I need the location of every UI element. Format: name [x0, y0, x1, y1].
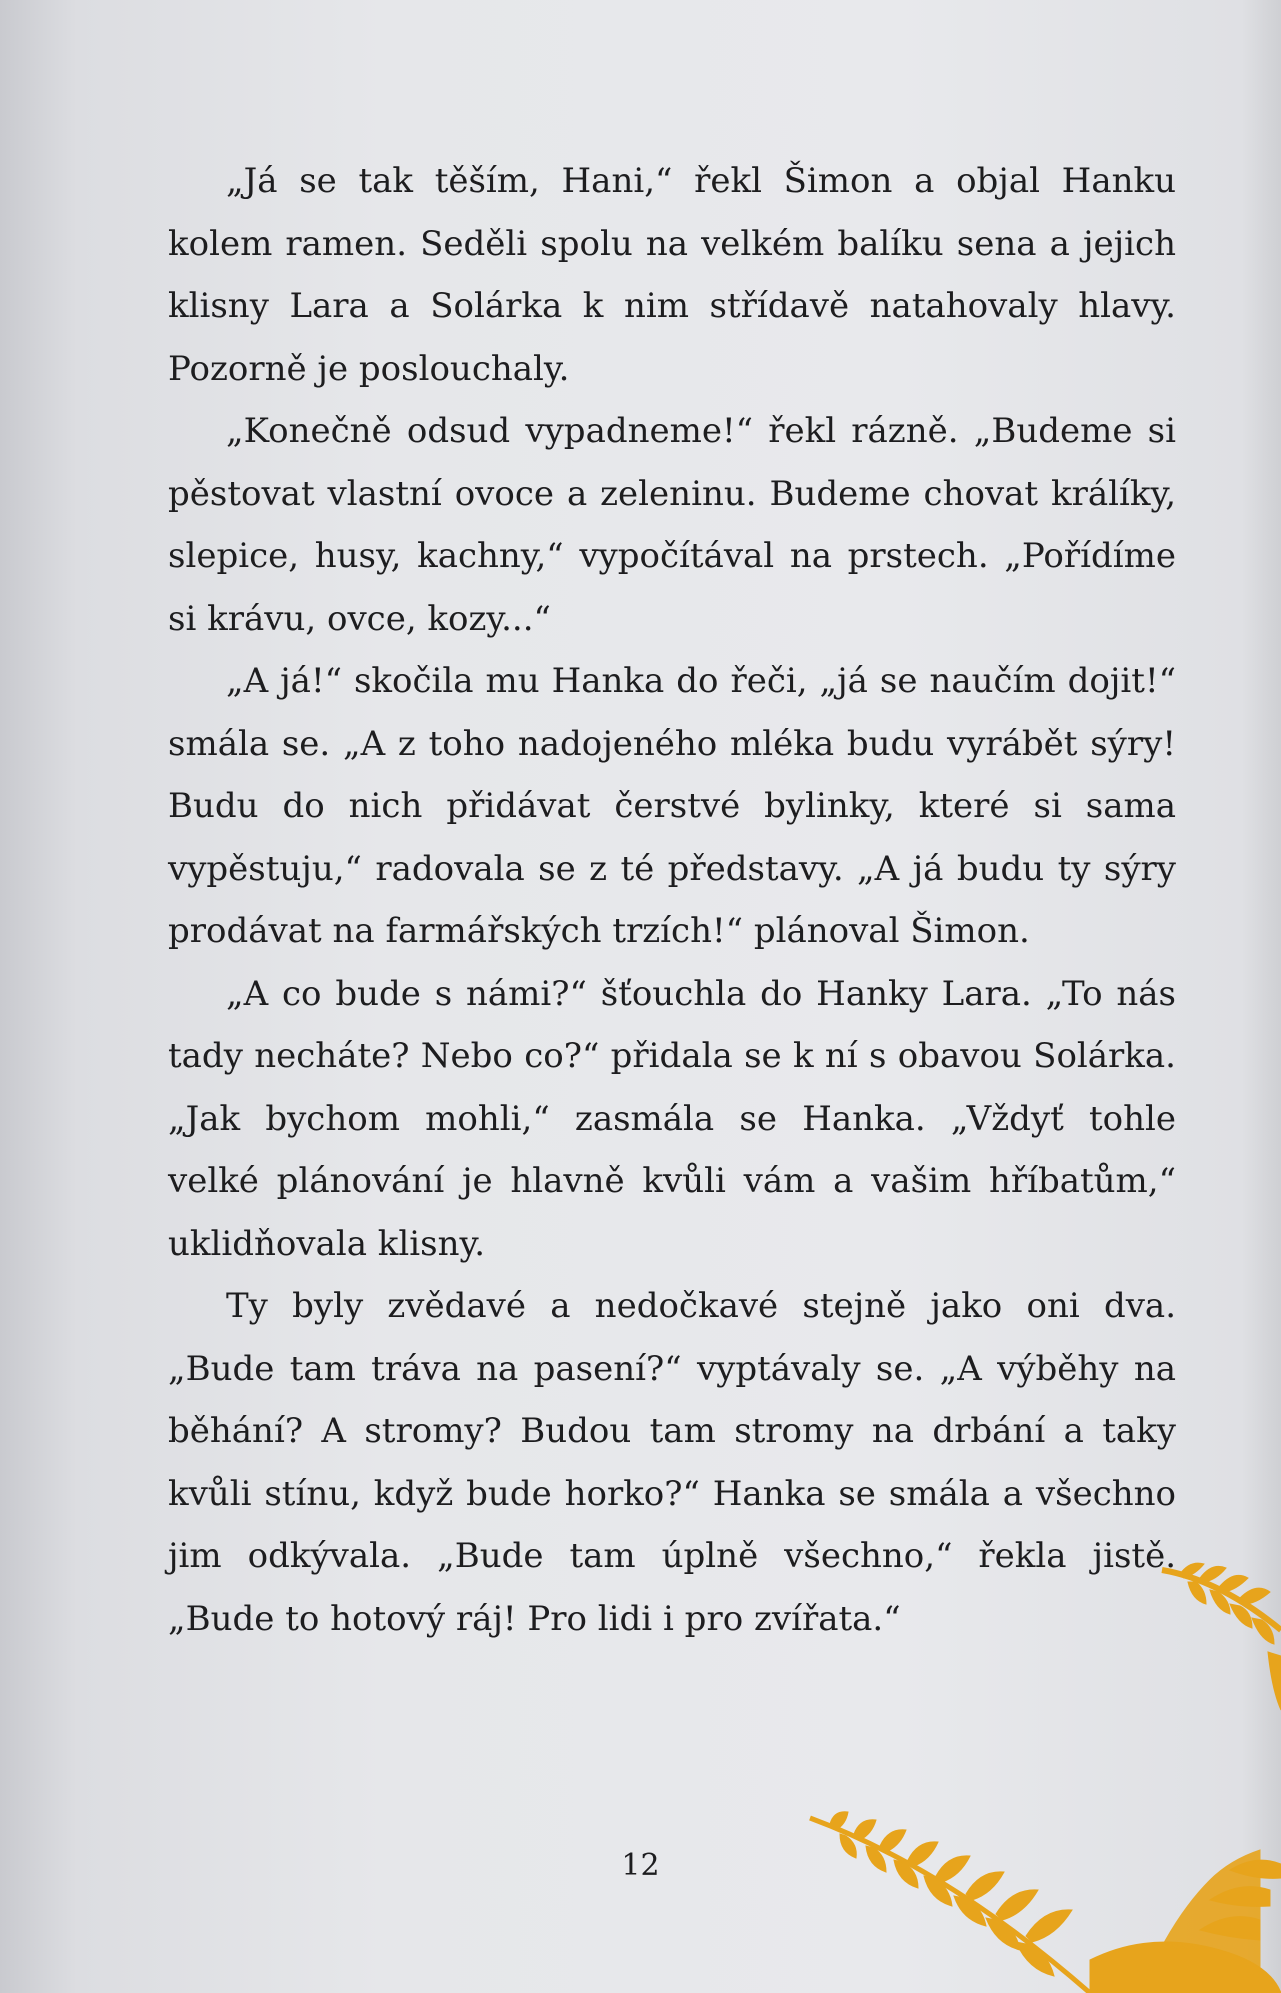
- fern-illustration-bottom: [790, 1810, 1281, 1993]
- paragraph-1: „Já se tak těším, Hani,“ řekl Šimon a objal Hanku kolem ramen. Seděli spolu na velkém balíku sena a jejich klisny Lara a Solárka k nim střídavě natahovaly hlavy. Pozorně je poslouchaly.: [168, 161, 1176, 389]
- fern-illustration-top: [1160, 1560, 1281, 1740]
- body-text: [168, 150, 1176, 1650]
- paragraph-3: „A já!“ skočila mu Hanka do řeči, „já se naučím dojit!“ smála se. „A z toho nadojeného mléka budu vyrábět sýry! Budu do nich přidávat čerstvé bylinky, které si sama vypěstuju,“ radovala se z té představy. „A já budu ty sýry prodávat na farmářských trzích!“ plánoval Šimon.: [168, 661, 1176, 951]
- paragraph-5: Ty byly zvědavé a nedočkavé stejně jako oni dva. „Bude tam tráva na pasení?“ vyptávaly se. „A výběhy na běhání? A stromy? Budou tam stromy na drbání a taky kvůli stínu, když bude horko?“ Hanka se smála a všechno jim odkývala. „Bude tam úplně všechno,“ řekla jistě. „Bude to hotový ráj! Pro lidi i pro zvířata.“: [168, 1286, 1176, 1639]
- paragraph-2: „Konečně odsud vypadneme!“ řekl rázně. „Budeme si pěstovat vlastní ovoce a zeleninu. Budeme chovat králíky, slepice, husy, kachny,“ vypočítával na prstech. „Pořídíme si krávu, ovce, kozy...“: [168, 411, 1176, 639]
- paragraph-4: „A co bude s námi?“ šťouchla do Hanky Lara. „To nás tady necháte? Nebo co?“ přidala se k ní s obavou Solárka. „Jak bychom mohli,“ zasmála se Hanka. „Vždyť tohle velké plánování je hlavně kvůli vám a vašim hříbatům,“ uklidňovala klisny.: [168, 973, 1176, 1264]
- page-number: 12: [621, 1848, 660, 1883]
